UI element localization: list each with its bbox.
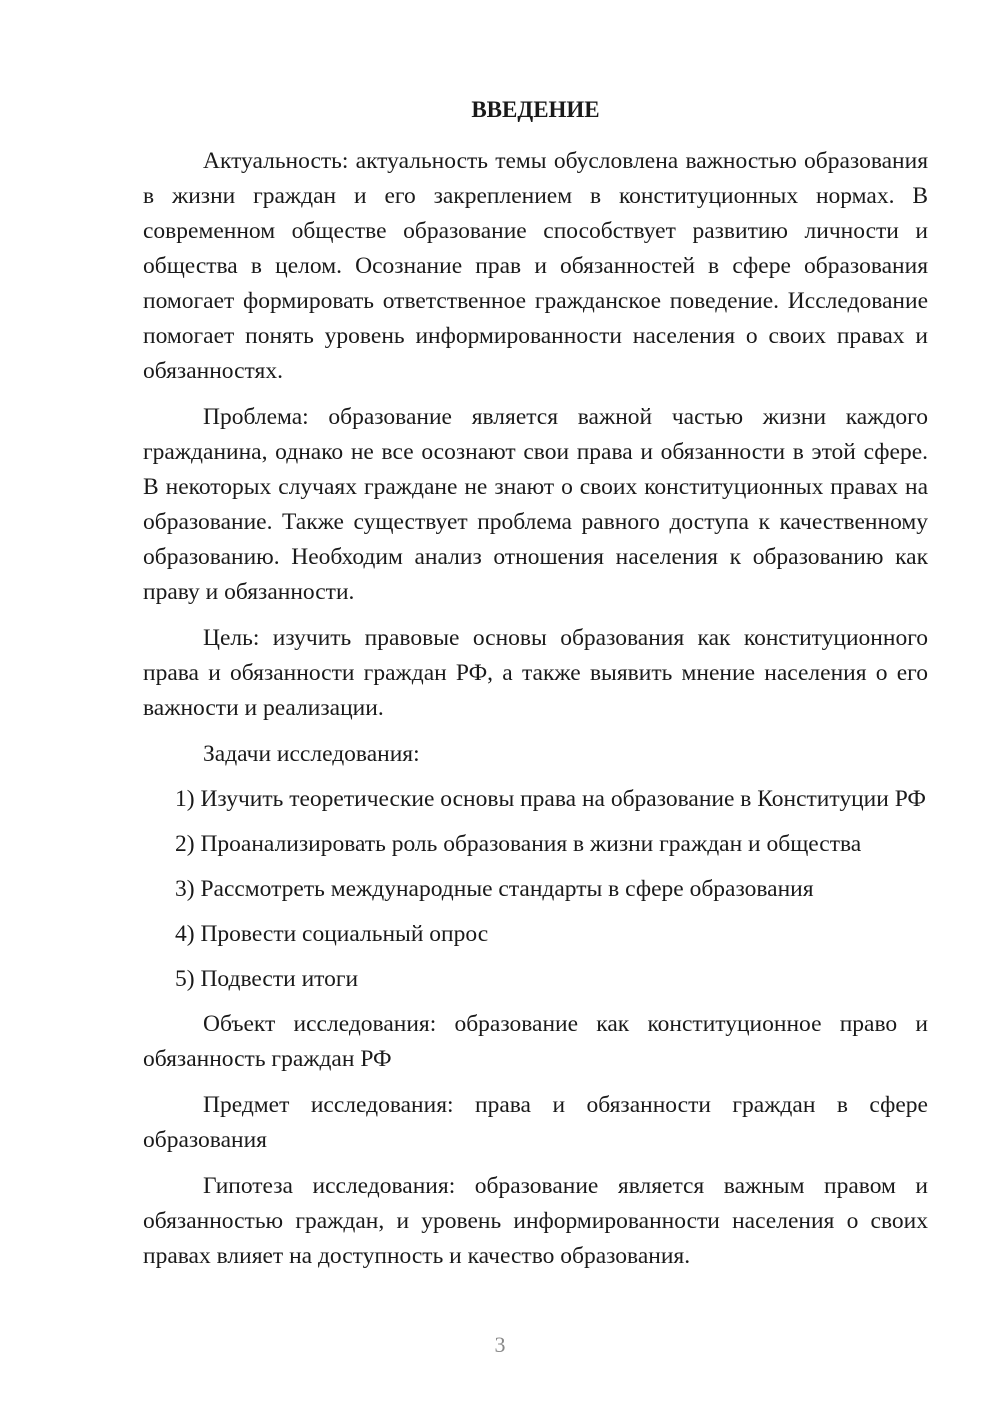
- hypothesis-paragraph: Гипотеза исследования: образование является важным правом и обязанностью граждан, и уровень информированности населения о своих правах влияет на доступность и качество образования.: [143, 1173, 928, 1269]
- task-item-4: 4) Провести социальный опрос: [175, 921, 489, 947]
- page-title: ВВЕДЕНИЕ: [471, 97, 600, 122]
- tasks-heading: Задачи исследования:: [203, 741, 420, 767]
- task-item-3: 3) Рассмотреть международные стандарты в сфере образования: [175, 876, 814, 902]
- task-item-5: 5) Подвести итоги: [175, 966, 359, 992]
- task-item-1: 1) Изучить теоретические основы права на образование в Конституции РФ: [175, 786, 926, 812]
- relevance-paragraph: Актуальность: актуальность темы обусловлена важностью образования в жизни граждан и его закреплением в конституционных нормах. В современном обществе образование способствует развитию личности и общества в целом. Осознание прав и обязанностей в сфере образования помогает формировать ответственное гражданское поведение. Исследование помогает понять уровень информированности населения о своих правах и обязанностях.: [143, 148, 928, 384]
- goal-paragraph: Цель: изучить правовые основы образования как конституционного права и обязанности граждан РФ, а также выявить мнение населения о его важности и реализации.: [143, 625, 928, 721]
- object-paragraph: Объект исследования: образование как конституционное право и обязанность граждан РФ: [143, 1011, 928, 1072]
- problem-paragraph: Проблема: образование является важной частью жизни каждого гражданина, однако не все осознают свои права и обязанности в этой сфере. В некоторых случаях граждане не знают о своих конституционных правах на образование. Также существует проблема равного доступа к качественному образованию. Необходим анализ отношения населения к образованию как праву и обязанности.: [143, 404, 928, 605]
- subject-paragraph: Предмет исследования: права и обязанности граждан в сфере образования: [143, 1092, 928, 1153]
- page-number: 3: [494, 1332, 506, 1357]
- task-item-2: 2) Проанализировать роль образования в жизни граждан и общества: [175, 831, 862, 857]
